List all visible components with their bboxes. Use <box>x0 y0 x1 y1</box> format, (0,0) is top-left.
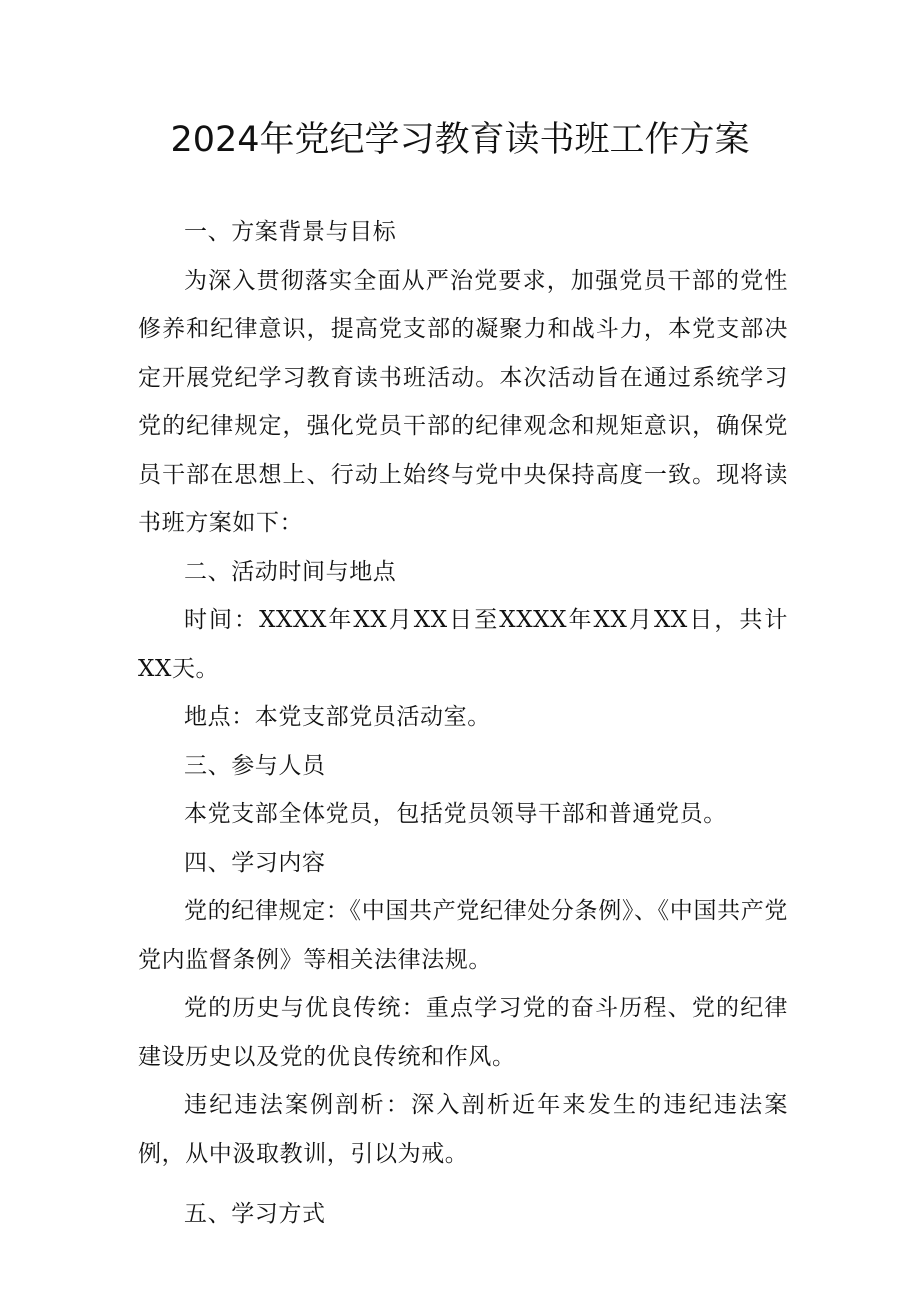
paragraph-party-history: 党的历史与优良传统：重点学习党的奋斗历程、党的纪律建设历史以及党的优良传统和作风。 <box>138 995 788 1070</box>
paragraph-place: 地点：本党支部党员活动室。 <box>184 704 491 730</box>
paragraph-case-analysis: 违纪违法案例剖析：深入剖析近年来发生的违纪违法案例，从中汲取教训，引以为戒。 <box>138 1092 788 1167</box>
document-body <box>138 208 788 1239</box>
section-heading-method: 五、学习方式 <box>184 1201 326 1227</box>
paragraph-background: 为深入贯彻落实全面从严治党要求，加强党员干部的党性修养和纪律意识，提高党支部的凝聚力和战斗力，本党支部决定开展党纪学习教育读书班活动。本次活动旨在通过系统学习党的纪律规定，强化党员干部的纪律观念和规矩意识，确保党员干部在思想上、行动上始终与党中央保持高度一致。现将读书班方案如下： <box>138 267 788 536</box>
section-heading-background: 一、方案背景与目标 <box>184 219 397 245</box>
section-heading-time-place: 二、活动时间与地点 <box>184 558 397 585</box>
section-heading-content: 四、学习内容 <box>184 849 326 876</box>
paragraph-discipline-rules: 党的纪律规定：《中国共产党纪律处分条例》、《中国共产党党内监督条例》等相关法律法规。 <box>138 898 788 973</box>
paragraph-participants: 本党支部全体党员，包括党员领导干部和普通党员。 <box>184 801 727 827</box>
section-heading-participants: 三、参与人员 <box>184 752 326 779</box>
document-title: 2024年党纪学习教育读书班工作方案 <box>170 120 750 160</box>
paragraph-time: 时间：XXXX年XX月XX日至XXXX年XX月XX日，共计XX天。 <box>138 607 788 682</box>
